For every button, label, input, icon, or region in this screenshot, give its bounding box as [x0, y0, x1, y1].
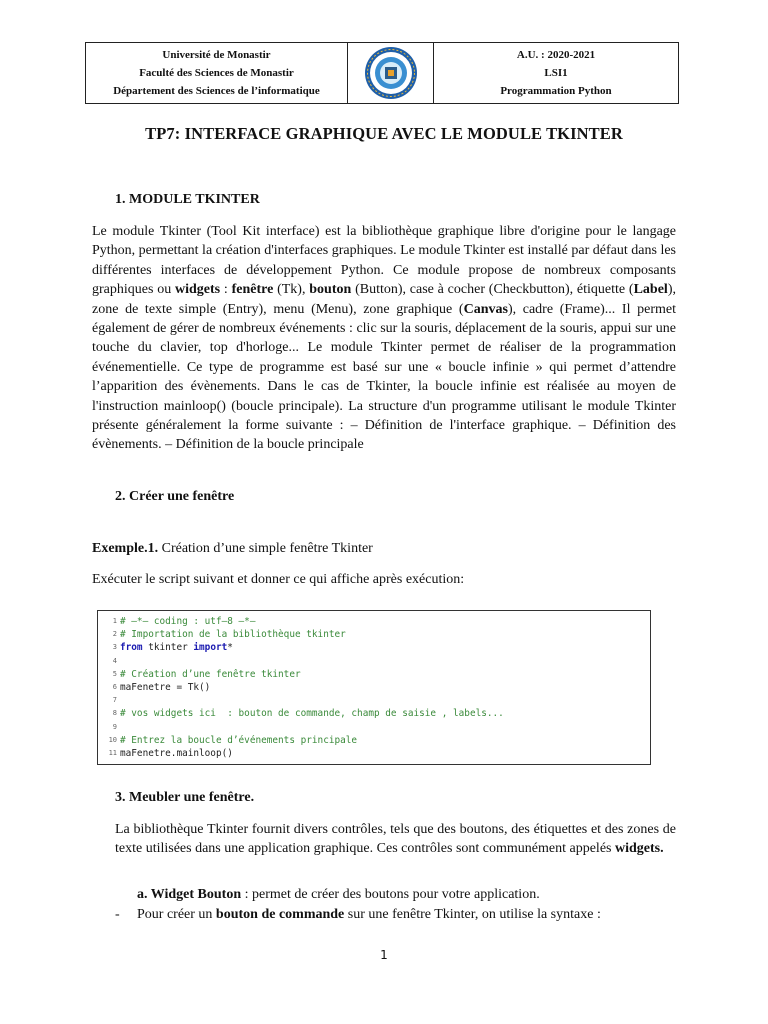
code-line-number: 5 — [112, 669, 117, 678]
code-line-number: 4 — [112, 656, 117, 665]
institution-info — [86, 43, 348, 103]
code-line-number: 11 — [108, 748, 117, 757]
code-line-text: from tkinter import* — [120, 642, 233, 654]
code-line — [98, 747, 650, 760]
page-number: 1 — [380, 948, 388, 962]
dash-bullet: - — [115, 907, 120, 922]
course-name: Programmation Python — [500, 85, 612, 97]
code-line-text: # vos widgets ici : bouton de commande, champ de saisie , labels... — [120, 708, 504, 720]
code-line-number: 2 — [112, 630, 117, 639]
faculty-name: Faculté des Sciences de Monastir — [139, 67, 294, 79]
code-line-number: 7 — [112, 696, 117, 705]
code-block — [97, 610, 651, 765]
code-line-number: 6 — [112, 682, 117, 691]
code-line — [98, 721, 650, 734]
university-seal-icon — [358, 45, 424, 101]
section3-paragraph: La bibliothèque Tkinter fournit divers contrôles, tels que des boutons, des étiquettes et des zones de texte utilisées dans une application graphique. Ces contrôles sont communément appelés widgets. — [115, 822, 676, 857]
example-text: Création d’une simple fenêtre Tkinter — [158, 541, 373, 556]
code-line-text: # Importation de la bibliothèque tkinter — [120, 629, 346, 641]
widget-bouton-text: : permet de créer des boutons pour votre application. — [241, 887, 540, 902]
code-line-number: 1 — [112, 617, 117, 625]
widget-bouton-label: a. Widget Bouton — [137, 887, 242, 902]
example-line — [92, 541, 373, 557]
code-line-text: maFenetre = Tk() — [120, 681, 211, 693]
section2-heading: 2. Créer une fenêtre — [115, 489, 235, 504]
section1-heading: 1. MODULE TKINTER — [115, 192, 260, 207]
code-line — [98, 681, 650, 694]
code-line — [98, 628, 650, 641]
section3-heading: 3. Meubler une fenêtre. — [115, 790, 255, 805]
code-line — [98, 668, 650, 681]
code-line — [98, 615, 650, 628]
button-syntax-line: Pour créer un bouton de commande sur une fenêtre Tkinter, on utilise la syntaxe : — [137, 907, 601, 922]
academic-year: A.U. : 2020-2021 — [516, 49, 596, 61]
code-line-text: # Entrez la boucle d’événements principale — [120, 734, 358, 746]
code-line — [98, 655, 650, 668]
course-info — [434, 43, 678, 103]
code-line — [98, 734, 650, 747]
code-line-number: 8 — [112, 709, 117, 718]
section1-paragraph: Le module Tkinter (Tool Kit interface) est la bibliothèque graphique libre d'origine pour le langage Python, permettant la création d'interfaces graphiques. Le module Tkinter est installé par défaut dans les différentes interfaces de développement Python. Ce module propose de nombreux composants graphiques ou widgets : fenêtre (Tk), bouton (Button), case à cocher (Checkbutton), étiquette (Label), zone de texte simple (Entry), menu (Menu), zone graphique (Canvas), cadre (Frame)... Il permet également de gérer de nombreux événements : clic sur la souris, déplacement de la souris, appui sur une touche du clavier, top d'horloge... Le module Tkinter permet de réaliser de la programmation événementielle. Ce type de programme est basé sur une « boucle infinie » qui permet d’attendre l’apparition des évènements. Dans le cas de Tkinter, la boucle infinie est réalisée au moyen de l'instruction mainloop() (boucle principale). La structure d'un programme utilisant le module Tkinter présente généralement la forme suivante : – Définition de l'interface graphique. – Définition des évènements. – Définition de la boucle principale — [92, 224, 676, 453]
document-header — [85, 42, 679, 104]
page-title: TP7: INTERFACE GRAPHIQUE AVEC LE MODULE TKINTER — [145, 124, 623, 143]
code-line — [98, 694, 650, 707]
class-level: LSI1 — [544, 67, 568, 79]
code-line-text: maFenetre.mainloop() — [120, 747, 233, 759]
code-line-number: 3 — [112, 643, 117, 652]
code-line — [98, 707, 650, 720]
code-line-text: # Création d’une fenêtre tkinter — [120, 668, 301, 680]
code-line-text: # –*– coding : utf–8 –*– — [120, 616, 256, 627]
logo-cell — [348, 43, 434, 103]
widget-bouton-item — [137, 887, 540, 903]
university-name: Université de Monastir — [162, 49, 271, 61]
instruction-text: Exécuter le script suivant et donner ce qui affiche après exécution: — [92, 572, 465, 587]
example-label: Exemple.1. — [92, 541, 159, 556]
code-line-number: 9 — [112, 722, 117, 731]
department-name: Département des Sciences de l’informatique — [113, 85, 320, 97]
code-line-number: 10 — [108, 735, 117, 744]
code-line — [98, 641, 650, 654]
